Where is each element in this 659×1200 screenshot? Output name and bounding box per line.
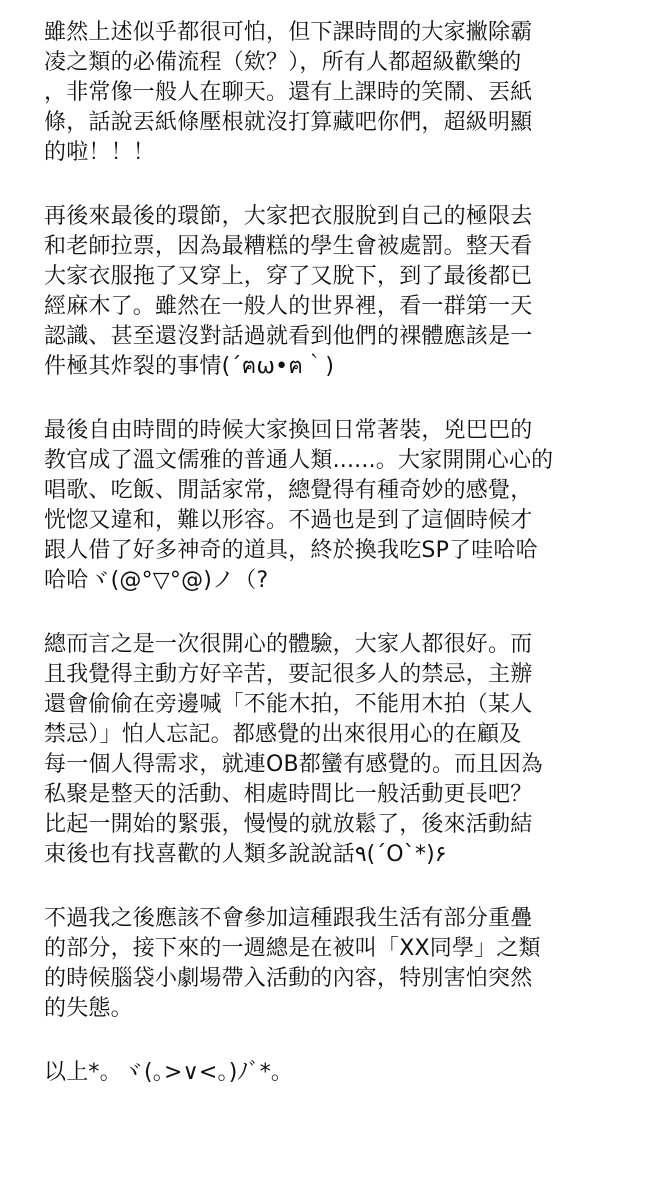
text-line: 私聚是整天的活動、相處時間比一般活動更長吧？: [44, 782, 533, 807]
article-body: [44, 18, 624, 1088]
text-line: 的失態。: [44, 996, 133, 1021]
text-line: 且我覺得主動方好辛苦，要記很多人的禁忌，主辦: [44, 662, 533, 687]
paragraph-2: [44, 202, 624, 382]
text-line: ，非常像一般人在聊天。還有上課時的笑鬧、丟紙: [44, 80, 533, 105]
text-line: 哈哈ヾ(@°▽°@)ノ（?: [44, 568, 269, 593]
paragraph-4: [44, 630, 624, 870]
text-line: 經麻木了。雖然在一般人的世界裡，看一群第一天: [44, 294, 533, 319]
text-line: 比起一開始的緊張，慢慢的就放鬆了，後來活動結: [44, 812, 533, 837]
text-line: 還會偷偷在旁邊喊「不能木拍，不能用木拍（某人: [44, 692, 533, 717]
text-line: 和老師拉票，因為最糟糕的學生會被處罰。整天看: [44, 234, 533, 259]
text-line: 的部分，接下來的一週總是在被叫「XX同學」之類: [44, 936, 541, 961]
text-line: 雖然上述似乎都很可怕，但下課時間的大家撇除霸: [44, 20, 533, 45]
paragraph-1: [44, 18, 624, 168]
text-line: 的時候腦袋小劇場帶入活動的內容，特別害怕突然: [44, 966, 533, 991]
text-line: 總而言之是一次很開心的體驗，大家人都很好。而: [44, 632, 533, 657]
text-line: 跟人借了好多神奇的道具，終於換我吃SP了哇哈哈: [44, 538, 538, 563]
text-line: 教官成了溫文儒雅的普通人類......。大家開開心心的: [44, 448, 554, 473]
text-line: 大家衣服拖了又穿上，穿了又脫下，到了最後都已: [44, 264, 533, 289]
text-line: 不過我之後應該不會參加這種跟我生活有部分重疊: [44, 906, 533, 931]
text-line: 凌之類的必備流程（欸？），所有人都超級歡樂的: [44, 50, 522, 75]
text-line: 恍惚又違和，難以形容。不過也是到了這個時候才: [44, 508, 533, 533]
text-line: 認識、甚至還沒對話過就看到他們的裸體應該是一: [44, 324, 533, 349]
text-line: 唱歌、吃飯、閒話家常，總覺得有種奇妙的感覺，: [44, 478, 533, 503]
text-line: 每一個人得需求，就連OB都蠻有感覺的。而且因為: [44, 752, 544, 777]
paragraph-6: [44, 1058, 624, 1088]
text-line: 束後也有找喜歡的人類多說說話٩(´O`*)۶: [44, 842, 447, 867]
paragraph-3: [44, 416, 624, 596]
text-line: 最後自由時間的時候大家換回日常著裝，兇巴巴的: [44, 418, 533, 443]
text-line: 的啦！！！: [44, 140, 156, 165]
text-line: 禁忌）」怕人忘記。都感覺的出來很用心的在顧及: [44, 722, 522, 747]
text-line: 再後來最後的環節，大家把衣服脫到自己的極限去: [44, 204, 533, 229]
paragraph-5: [44, 904, 624, 1024]
text-line: 條，話說丟紙條壓根就沒打算藏吧你們，超級明顯: [44, 110, 533, 135]
text-line: 以上*。ヾ(｡>∨<｡)ﾉﾞ*。: [44, 1060, 294, 1085]
text-line: 件極其炸裂的事情(´ฅω•ฅ｀): [44, 354, 335, 379]
